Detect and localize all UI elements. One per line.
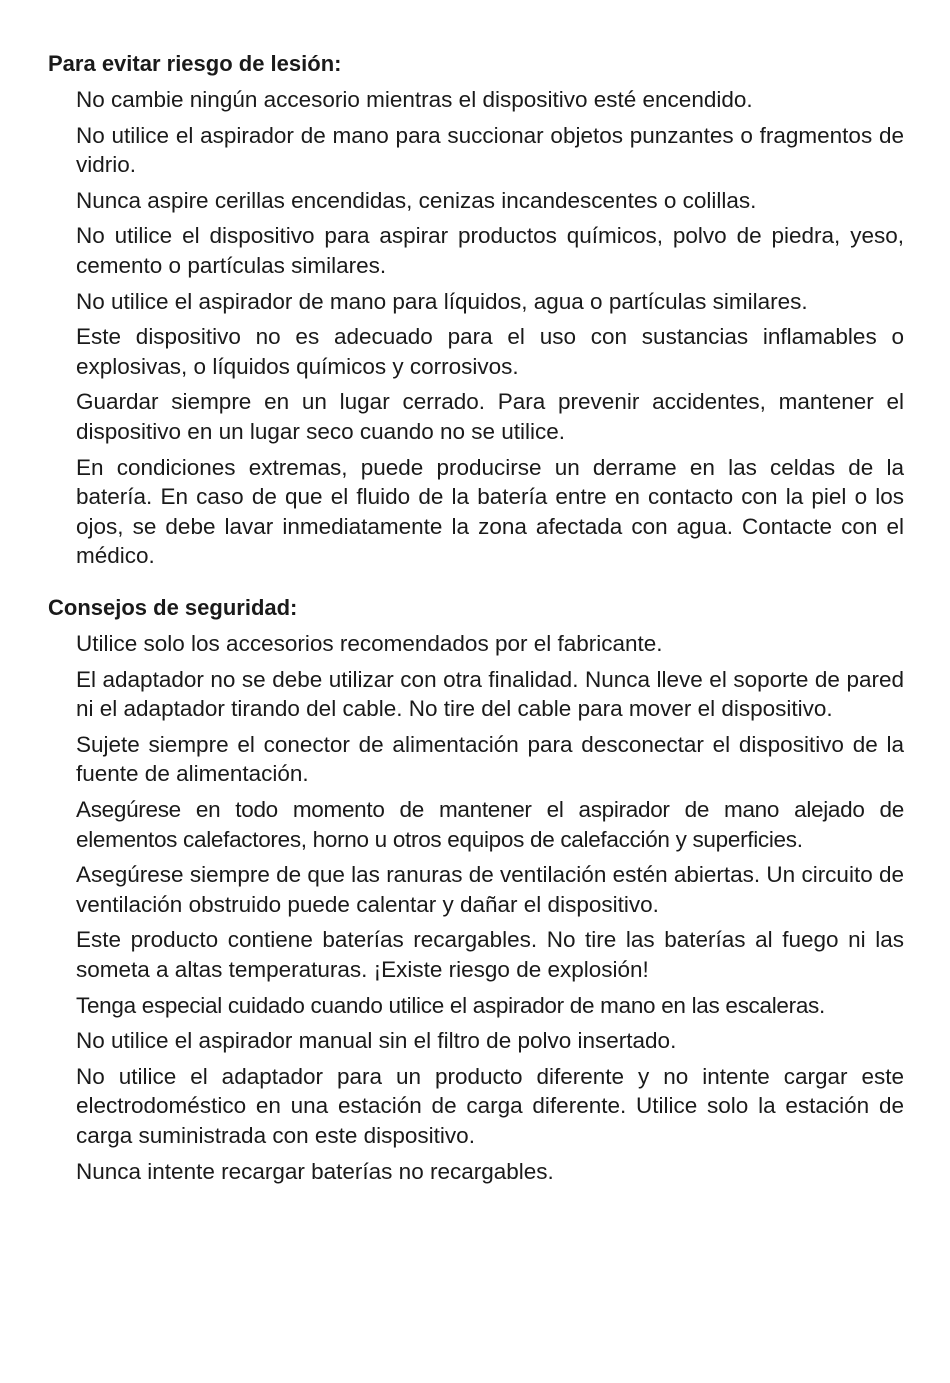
tips-list	[48, 629, 904, 1186]
injury-prevention-section	[48, 49, 904, 571]
list-item: No cambie ningún accesorio mientras el dispositivo esté encendido.	[76, 87, 753, 112]
list-item: Nunca aspire cerillas encendidas, cenizas incandescentes o colillas.	[76, 187, 757, 213]
section-heading: Consejos de seguridad:	[48, 595, 298, 620]
list-item: Este producto contiene baterías recargables. No tire las baterías al fuego ni las someta a altas temperaturas. ¡Existe riesgo de explosión!	[76, 927, 904, 982]
list-item: No utilice el adaptador para un producto diferente y no intente cargar este electrodoméstico en una estación de carga diferente. Utilice solo la estación de carga suministrada con este dispositivo.	[76, 1063, 904, 1148]
list-item: Asegúrese en todo momento de mantener el aspirador de mano alejado de elementos calefactores, horno u otros equipos de calefacción y superficies.	[76, 796, 904, 852]
list-item: Utilice solo los accesorios recomendados por el fabricante.	[76, 631, 663, 656]
warning-list	[48, 85, 904, 571]
list-item: En condiciones extremas, puede producirse un derrame en las celdas de la batería. En caso de que el fluido de la batería entre en contacto con la piel o los ojos, se debe lavar inmediatamente la zona afectada con agua. Contacte con el médico.	[76, 454, 904, 569]
section-heading: Para evitar riesgo de lesión:	[48, 51, 342, 76]
list-item: El adaptador no se debe utilizar con otra finalidad. Nunca lleve el soporte de pared ni el adaptador tirando del cable. No tire del cable para mover el dispositivo.	[76, 666, 904, 722]
list-item: No utilice el aspirador manual sin el filtro de polvo insertado.	[76, 1028, 677, 1054]
list-item: No utilice el aspirador de mano para succionar objetos punzantes o fragmentos de vidrio.	[76, 122, 904, 178]
list-item: No utilice el aspirador de mano para líquidos, agua o partículas similares.	[76, 288, 808, 314]
list-item: Este dispositivo no es adecuado para el uso con sustancias inflamables o explosivas, o líquidos químicos y corrosivos.	[76, 324, 904, 379]
list-item: Guardar siempre en un lugar cerrado. Para prevenir accidentes, mantener el dispositivo en un lugar seco cuando no se utilice.	[76, 389, 904, 444]
list-item: Sujete siempre el conector de alimentación para desconectar el dispositivo de la fuente de alimentación.	[76, 731, 904, 787]
safety-tips-section	[48, 593, 904, 1186]
list-item: Nunca intente recargar baterías no recargables.	[76, 1158, 554, 1184]
list-item: Tenga especial cuidado cuando utilice el aspirador de mano en las escaleras.	[76, 992, 825, 1018]
list-item: Asegúrese siempre de que las ranuras de ventilación estén abiertas. Un circuito de ventilación obstruido puede calentar y dañar el dispositivo.	[76, 862, 904, 917]
list-item: No utilice el dispositivo para aspirar productos químicos, polvo de piedra, yeso, cemento o partículas similares.	[76, 223, 904, 278]
